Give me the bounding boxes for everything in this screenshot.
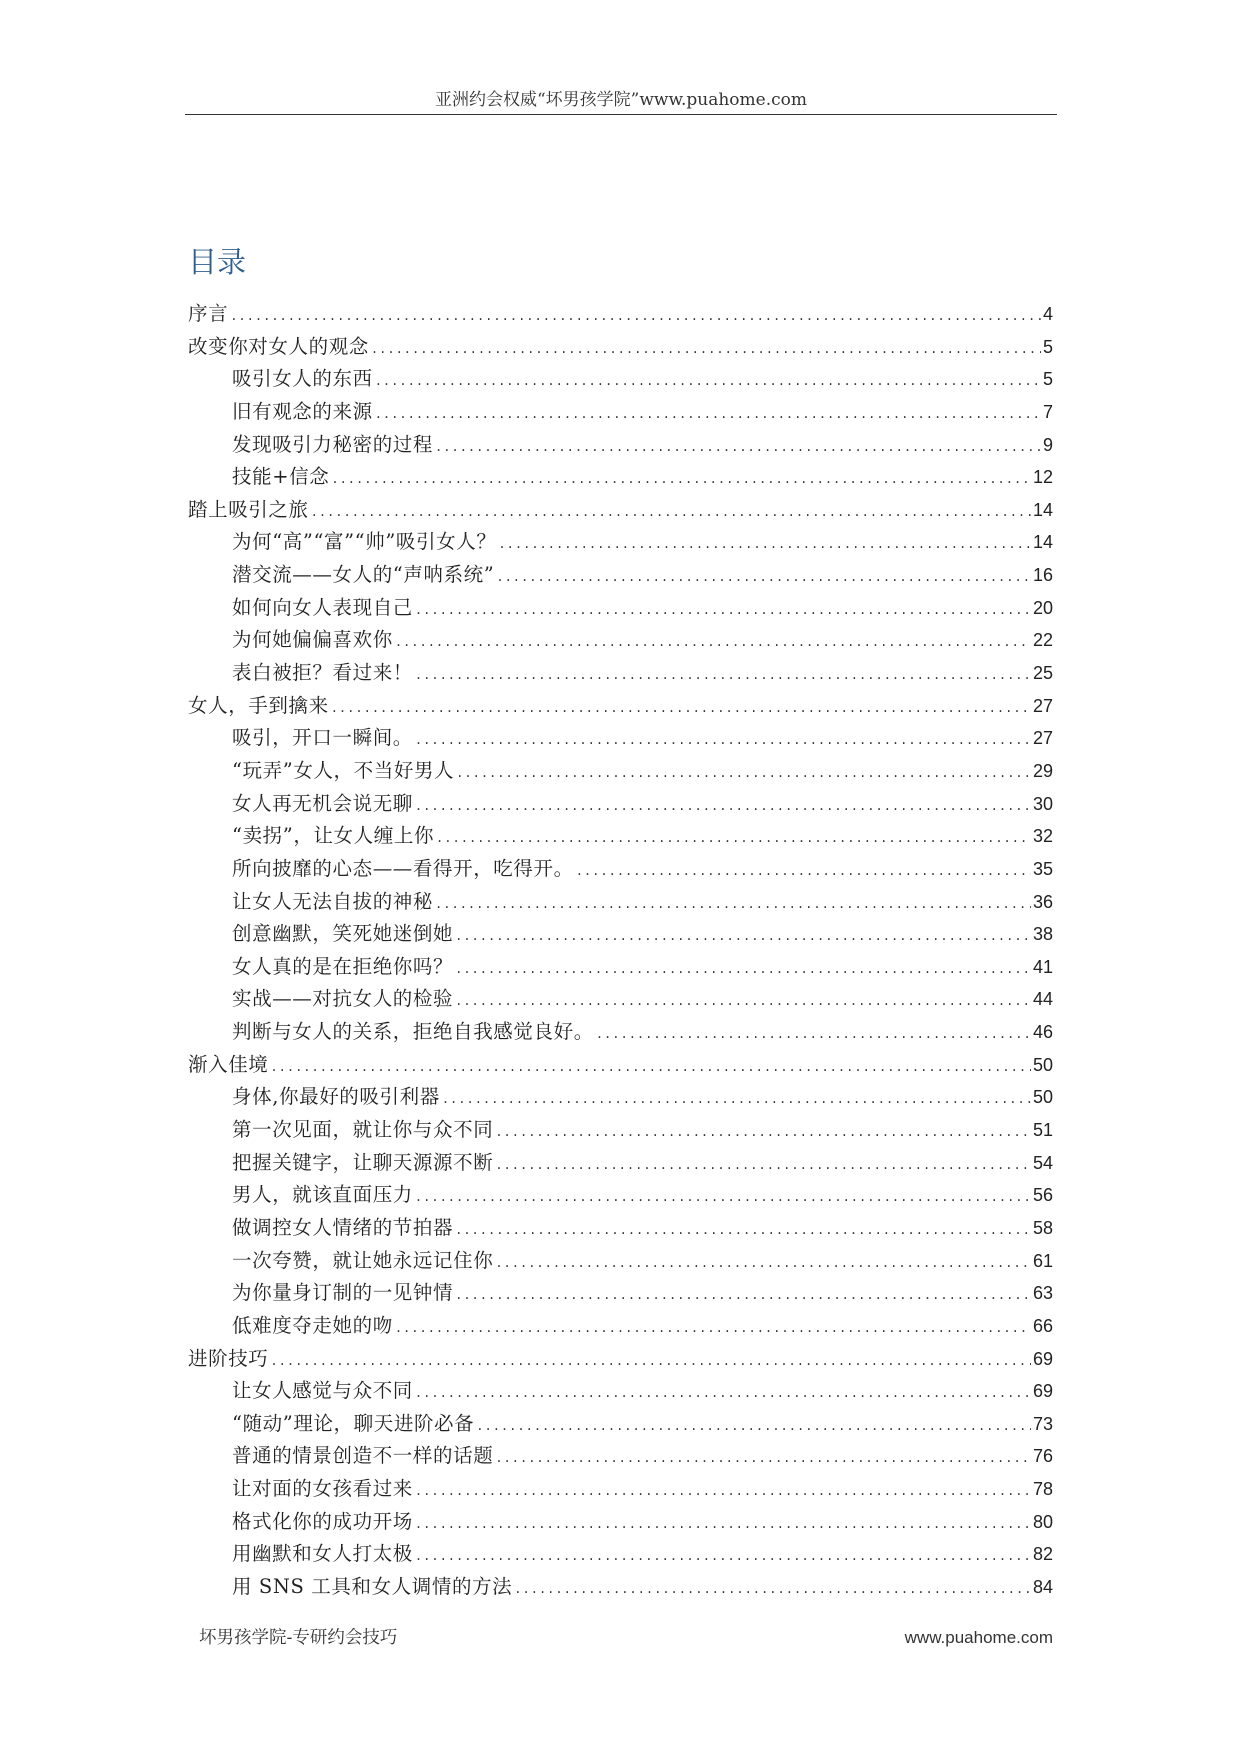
- toc-page-number: 7: [1042, 401, 1053, 422]
- toc-page-number: 76: [1032, 1446, 1053, 1467]
- toc-entry-title: 让对面的女孩看过来: [232, 1477, 413, 1501]
- toc-chapter-link[interactable]: [188, 1343, 1053, 1376]
- toc-entry-title: 潜交流——女人的“声呐系统”: [232, 563, 495, 587]
- toc-dot-leader: [596, 1018, 1031, 1051]
- toc-entry-title: 女人真的是在拒绝你吗？: [232, 954, 454, 978]
- toc-page-number: 61: [1032, 1250, 1053, 1271]
- toc-page-number: 66: [1032, 1315, 1053, 1336]
- toc-section-link[interactable]: [188, 918, 1053, 951]
- toc-page-number: 27: [1032, 695, 1053, 716]
- toc-section-link[interactable]: [188, 559, 1053, 592]
- toc-page-number: 9: [1042, 434, 1053, 455]
- toc-entry-title: “卖拐”，让女人缠上你: [232, 824, 435, 848]
- toc-dot-leader: [455, 985, 1031, 1018]
- toc-section-link[interactable]: [188, 755, 1053, 788]
- toc-page-number: 78: [1032, 1479, 1053, 1500]
- toc-section-link[interactable]: [188, 1310, 1053, 1343]
- toc-section-link[interactable]: [188, 983, 1053, 1016]
- toc-entry-title: 技能+信念: [232, 465, 330, 489]
- toc-page-number: 29: [1032, 760, 1053, 781]
- toc-section-link[interactable]: [188, 1147, 1053, 1180]
- toc-entry-title: 旧有观念的来源: [232, 399, 373, 423]
- toc-section-link[interactable]: [188, 526, 1053, 559]
- toc-section-link[interactable]: [188, 1440, 1053, 1473]
- toc-dot-leader: [456, 757, 1031, 790]
- toc-dot-leader: [395, 626, 1031, 659]
- toc-section-link[interactable]: [188, 1114, 1053, 1147]
- footer-right-text: www.puahome.com: [904, 1628, 1053, 1647]
- toc-dot-leader: [455, 953, 1031, 986]
- toc-page-number: 22: [1032, 630, 1053, 651]
- toc-dot-leader: [270, 1345, 1031, 1378]
- toc-section-link[interactable]: [188, 624, 1053, 657]
- toc-dot-leader: [415, 1377, 1031, 1410]
- toc-dot-leader: [495, 1442, 1031, 1475]
- toc-dot-leader: [270, 1051, 1031, 1084]
- toc-entry-title: 判断与女人的关系，拒绝自我感觉良好。: [232, 1020, 594, 1044]
- toc-dot-leader: [375, 398, 1041, 431]
- toc-dot-leader: [495, 1247, 1031, 1280]
- toc-page-number: 51: [1032, 1120, 1053, 1141]
- toc-entry-title: 所向披靡的心态——看得开，吃得开。: [232, 856, 574, 880]
- toc-dot-leader: [455, 920, 1031, 953]
- toc-entry-title: 渐入佳境: [188, 1052, 269, 1076]
- toc-entry-title: 让女人感觉与众不同: [232, 1379, 413, 1403]
- toc-title: 目录: [188, 245, 247, 279]
- toc-page-number: 20: [1032, 597, 1053, 618]
- toc-entry-title: 低难度夺走她的吻: [232, 1313, 393, 1337]
- toc-dot-leader: [576, 855, 1031, 888]
- toc-entry-title: 做调控女人情绪的节拍器: [232, 1215, 454, 1239]
- toc-section-link[interactable]: [188, 886, 1053, 919]
- toc-entry-title: 让女人无法自拔的神秘: [232, 889, 434, 913]
- toc-entry-title: 实战——对抗女人的检验: [232, 987, 454, 1011]
- toc-dot-leader: [495, 1116, 1031, 1149]
- toc-chapter-link[interactable]: [188, 1049, 1053, 1082]
- toc-section-link[interactable]: [188, 592, 1053, 625]
- toc-section-link[interactable]: [188, 1179, 1053, 1212]
- toc-entry-title: 踏上吸引之旅: [188, 497, 309, 521]
- toc-page-number: 32: [1032, 826, 1053, 847]
- toc-page-number: 27: [1032, 728, 1053, 749]
- toc-dot-leader: [476, 1410, 1031, 1443]
- toc-entry-title: 吸引，开口一瞬间。: [232, 726, 413, 750]
- toc-entry-title: 用 SNS 工具和女人调情的方法: [232, 1574, 513, 1598]
- toc-section-link[interactable]: [188, 1245, 1053, 1278]
- toc-section-link[interactable]: [188, 722, 1053, 755]
- toc-section-link[interactable]: [188, 657, 1053, 690]
- toc-page-number: 25: [1032, 663, 1053, 684]
- toc-dot-leader: [496, 561, 1031, 594]
- toc-dot-leader: [415, 1508, 1031, 1541]
- toc-page-number: 5: [1042, 336, 1053, 357]
- toc-dot-leader: [495, 1149, 1031, 1182]
- toc-chapter-link[interactable]: [188, 690, 1053, 723]
- toc-page-number: 54: [1032, 1152, 1053, 1173]
- toc-page-number: 38: [1032, 924, 1053, 945]
- toc-entry-title: 吸引女人的东西: [232, 367, 373, 391]
- toc-page-number: 4: [1042, 304, 1053, 324]
- toc-page-number: 58: [1032, 1217, 1053, 1238]
- toc-dot-leader: [514, 1573, 1031, 1606]
- toc-dot-leader: [375, 365, 1041, 398]
- toc-page-number: 46: [1032, 1022, 1053, 1043]
- toc-dot-leader: [415, 1475, 1031, 1508]
- toc-page-number: 14: [1032, 532, 1053, 553]
- toc-dot-leader: [371, 333, 1041, 366]
- toc-dot-leader: [415, 1181, 1031, 1214]
- toc-entry-title: 一次夸赞，就让她永远记住你: [232, 1248, 494, 1272]
- toc-entry-title: 如何向女人表现自己: [232, 595, 413, 619]
- toc-page-number: 63: [1032, 1283, 1053, 1304]
- toc-section-link[interactable]: [188, 1408, 1053, 1441]
- toc-dot-leader: [415, 790, 1031, 823]
- toc-dot-leader: [455, 1279, 1031, 1312]
- toc-chapter-link[interactable]: [188, 298, 1053, 331]
- toc-page-number: 35: [1032, 858, 1053, 879]
- toc-dot-leader: [442, 1083, 1031, 1116]
- toc-entry-title: 改变你对女人的观念: [188, 334, 369, 358]
- toc-section-link[interactable]: [188, 1016, 1053, 1049]
- footer-left-text: 坏男孩学院-专研约会技巧: [199, 1628, 398, 1648]
- toc-section-link[interactable]: [188, 1571, 1053, 1604]
- toc-page-number: 14: [1032, 499, 1053, 520]
- toc-entry-title: 女人，手到擒来: [188, 693, 329, 717]
- toc-dot-leader: [415, 594, 1031, 627]
- toc-dot-leader: [230, 300, 1041, 333]
- toc-dot-leader: [455, 1214, 1031, 1247]
- toc-section-link[interactable]: [188, 429, 1053, 462]
- toc-section-link[interactable]: [188, 1506, 1053, 1539]
- toc-dot-leader: [395, 1312, 1031, 1345]
- toc-entry-title: 发现吸引力秘密的过程: [232, 432, 434, 456]
- toc-page-number: 30: [1032, 793, 1053, 814]
- toc-entry-title: 表白被拒？看过来！: [232, 661, 413, 685]
- toc-page-number: 84: [1032, 1576, 1053, 1597]
- toc-dot-leader: [435, 888, 1031, 921]
- toc-page-number: 56: [1032, 1185, 1053, 1206]
- toc-entry-title: 普通的情景创造不一样的话题: [232, 1444, 494, 1468]
- toc-dot-leader: [435, 431, 1041, 464]
- toc-entry-title: 序言: [188, 302, 229, 325]
- toc-entry-title: 为何她偏偏喜欢你: [232, 628, 393, 652]
- toc-dot-leader: [498, 528, 1031, 561]
- toc-section-link[interactable]: [188, 1538, 1053, 1571]
- toc-page-number: 69: [1032, 1381, 1053, 1402]
- toc-entry-title: “玩弄”女人，不当好男人: [232, 758, 455, 782]
- toc-section-link[interactable]: [188, 396, 1053, 429]
- toc-entry-title: 身体,你最好的吸引利器: [232, 1085, 440, 1109]
- toc-page-number: 12: [1032, 467, 1053, 488]
- toc-entry-title: 男人，就该直面压力: [232, 1183, 413, 1207]
- toc-section-link[interactable]: [188, 363, 1053, 396]
- toc-page-number: 5: [1042, 369, 1053, 390]
- toc-dot-leader: [331, 692, 1031, 725]
- toc-page-number: 82: [1032, 1544, 1053, 1565]
- toc-dot-leader: [311, 496, 1031, 529]
- toc-section-link[interactable]: [188, 951, 1053, 984]
- toc-section-link[interactable]: [188, 461, 1053, 494]
- toc-entry-title: 用幽默和女人打太极: [232, 1542, 413, 1566]
- toc-section-link[interactable]: [188, 788, 1053, 821]
- toc-page-number: 36: [1032, 891, 1053, 912]
- toc-section-link[interactable]: [188, 1375, 1053, 1408]
- toc-page-number: 16: [1032, 565, 1053, 586]
- toc-section-link[interactable]: [188, 1081, 1053, 1114]
- toc-entry-title: 第一次见面，就让你与众不同: [232, 1118, 494, 1142]
- toc-section-link[interactable]: [188, 820, 1053, 853]
- toc-entry-title: 格式化你的成功开场: [232, 1509, 413, 1533]
- toc-dot-leader: [415, 724, 1031, 757]
- toc-dot-leader: [436, 822, 1031, 855]
- toc-page-number: 73: [1032, 1413, 1053, 1434]
- toc-page-number: 80: [1032, 1511, 1053, 1532]
- toc-chapter-link[interactable]: [188, 331, 1053, 364]
- toc-entry-title: “随动”理论，聊天进阶必备: [232, 1411, 475, 1435]
- toc-section-link[interactable]: [188, 853, 1053, 886]
- toc-entry-title: 进阶技巧: [188, 1346, 269, 1370]
- toc-entry-title: 为你量身订制的一见钟情: [232, 1281, 454, 1305]
- toc-entry-title: 把握关键字，让聊天源源不断: [232, 1150, 494, 1174]
- toc-page-number: 69: [1032, 1348, 1053, 1369]
- toc-section-link[interactable]: [188, 1212, 1053, 1245]
- toc-page-number: 44: [1032, 989, 1053, 1010]
- toc-entry-title: 为何“高”“富”“帅”吸引女人？: [232, 530, 497, 554]
- toc-entry-title: 女人再无机会说无聊: [232, 791, 413, 815]
- toc-page-number: 50: [1032, 1087, 1053, 1108]
- toc-chapter-link[interactable]: [188, 494, 1053, 527]
- toc-page-number: 50: [1032, 1054, 1053, 1075]
- toc-page-number: 41: [1032, 956, 1053, 977]
- toc-section-link[interactable]: [188, 1473, 1053, 1506]
- toc-entry-title: 创意幽默，笑死她迷倒她: [232, 922, 454, 946]
- toc-dot-leader: [415, 1540, 1031, 1573]
- toc-dot-leader: [415, 659, 1031, 692]
- toc-dot-leader: [331, 463, 1031, 496]
- page-header: [185, 88, 1057, 115]
- toc-section-link[interactable]: [188, 1277, 1053, 1310]
- table-of-contents: [188, 298, 1053, 1604]
- header-text: 亚洲约会权威“坏男孩学院”www.puahome.com: [434, 90, 808, 110]
